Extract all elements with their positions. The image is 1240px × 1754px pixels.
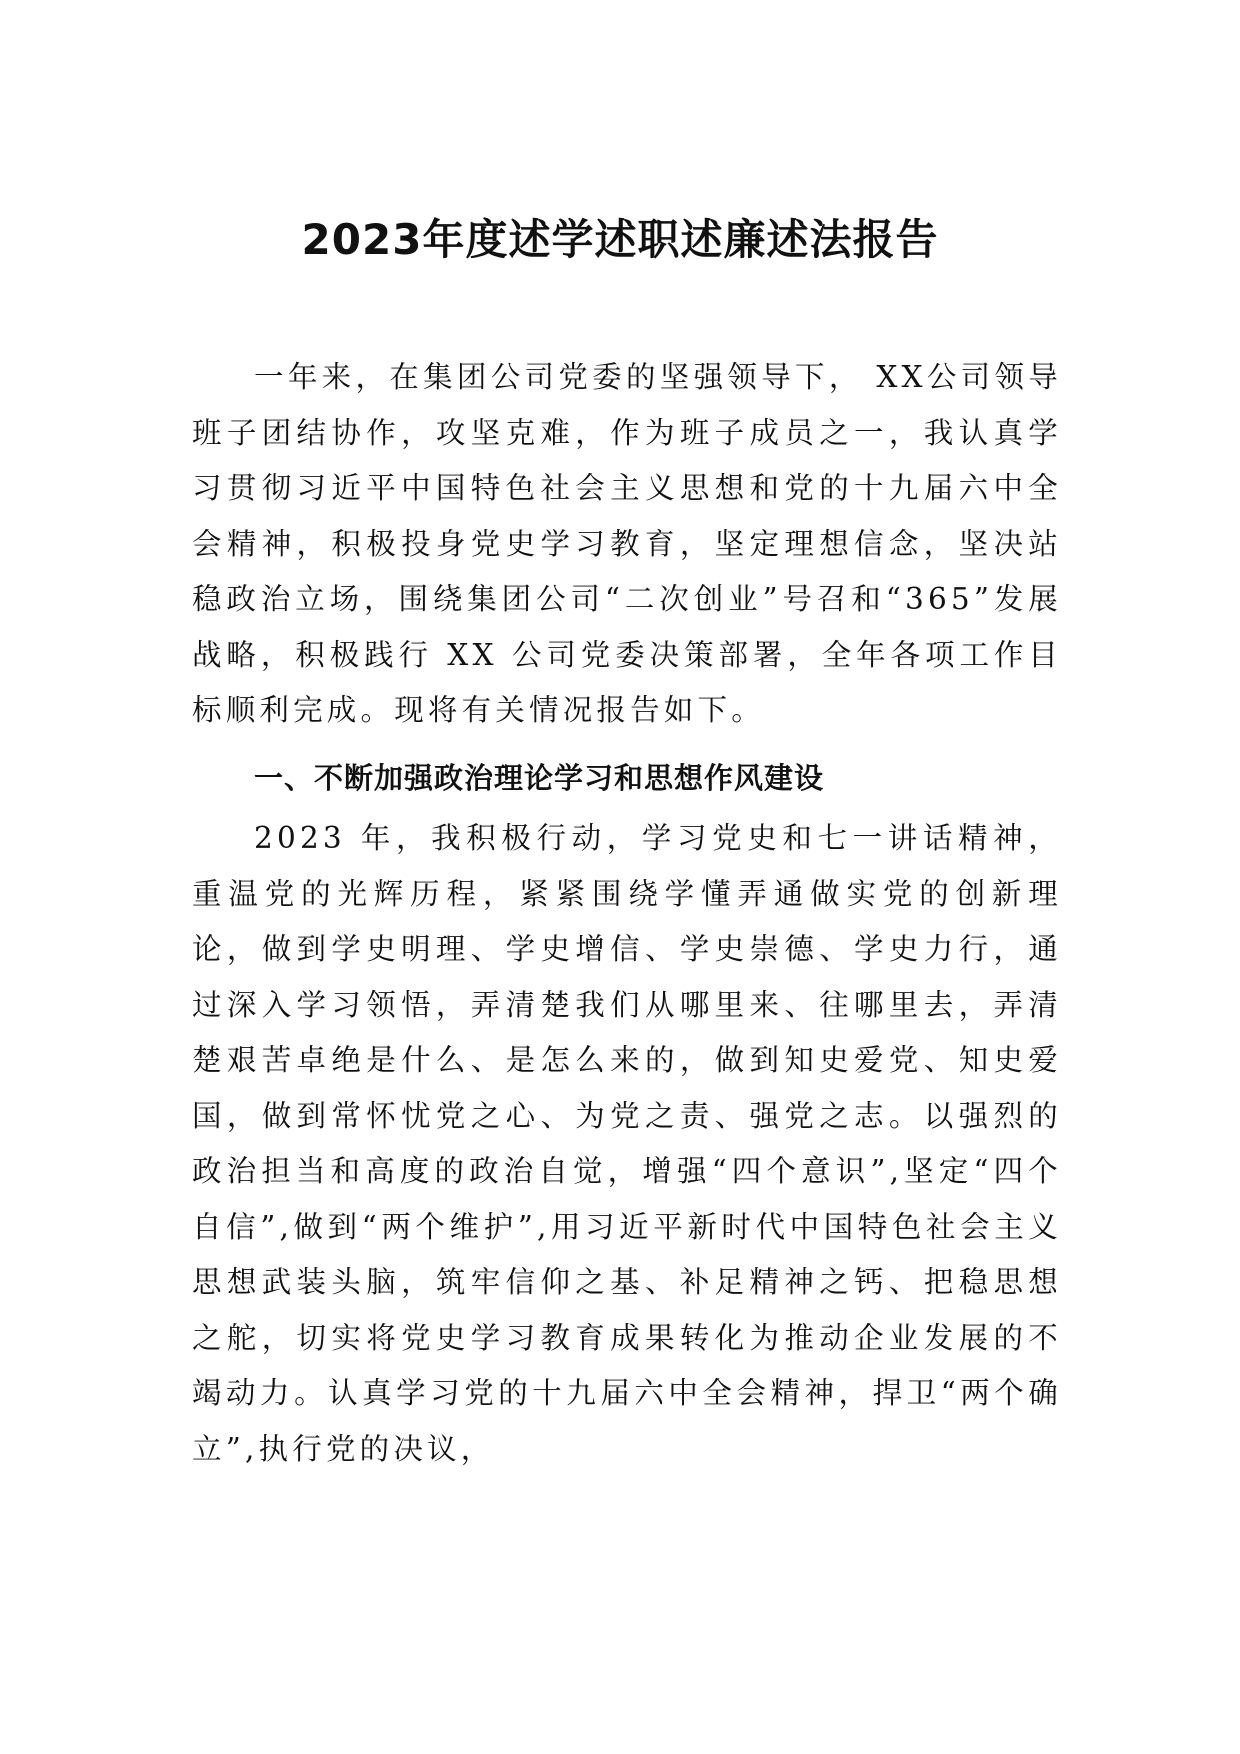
intro-paragraph: 一年来，在集团公司党委的坚强领导下， XX公司领导班子团结协作，攻坚克难，作为班子成员之一，我认真学习贯彻习近平中国特色社会主义思想和党的十九届六中全会精神，积极投身党史学习教育，坚定理想信念，坚决站稳政治立场，围绕集团公司“二次创业”号召和“365”发展战略，积极践行 XX 公司党委决策部署，全年各项工作目标顺利完成。现将有关情况报告如下。 bbox=[192, 360, 1062, 727]
body-paragraph: 2023 年，我积极行动，学习党史和七一讲话精神，重温党的光辉历程，紧紧围绕学懂弄通做实党的创新理论，做到学史明理、学史增信、学史崇德、学史力行，通过深入学习领悟，弄清楚我们从哪里来、往哪里去，弄清楚艰苦卓绝是什么、是怎么来的，做到知史爱党、知史爱国，做到常怀忧党之心、为党之责、强党之志。以强烈的政治担当和高度的政治自觉，增强“四个意识”,坚定“四个自信”,做到“两个维护”,用习近平新时代中国特色社会主义思想武装头脑，筑牢信仰之基、补足精神之钙、把稳思想之舵，切实将党史学习教育成果转化为推动企业发展的不竭动力。认真学习党的十九届六中全会精神，捍卫“两个确立”,执行党的决议， bbox=[192, 821, 1062, 1466]
document-title: 2023年度述学述职述廉述法报告 bbox=[301, 215, 939, 264]
section-heading: 一、不断加强政治理论学习和思想作风建设 bbox=[254, 761, 825, 795]
